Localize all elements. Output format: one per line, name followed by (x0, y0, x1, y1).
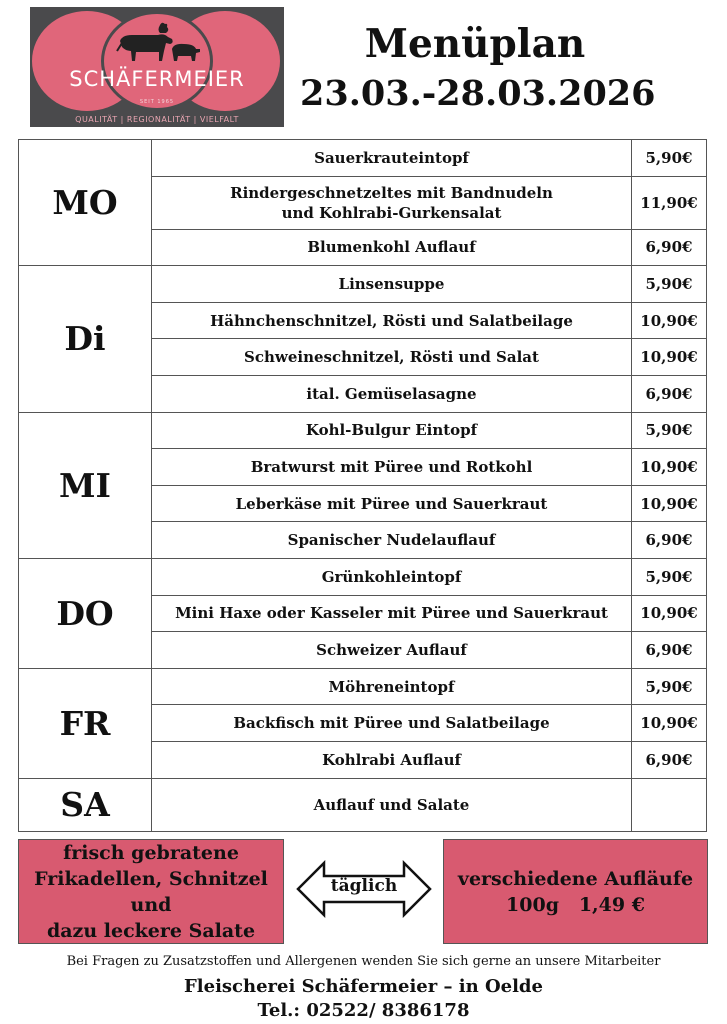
dish-name: ital. Gemüselasagne (152, 375, 632, 412)
dish-price: 5,90€ (632, 412, 707, 449)
table-row (19, 668, 707, 705)
dish-price: 6,90€ (632, 741, 707, 778)
phone-number: Tel.: 02522/ 8386178 (257, 1000, 470, 1021)
logo-tagline: QUALITÄT | REGIONALITÄT | VIELFALT (75, 115, 239, 124)
dish-name: Mini Haxe oder Kasseler mit Püree und Sauerkraut (152, 595, 632, 632)
dish-name-line-1: Rindergeschnetzeltes mit Bandnudeln (230, 183, 553, 202)
dish-price: 10,90€ (632, 595, 707, 632)
page-title: Menüplan (364, 21, 586, 67)
dish-name: Kohl-Bulgur Eintopf (152, 412, 632, 449)
cattle-pig-rooster-logo-icon (114, 21, 204, 65)
table-row (19, 558, 707, 595)
company-logo (30, 7, 284, 127)
dish-name-line-2: und Kohlrabi-Gurkensalat (281, 203, 502, 222)
promo-line: verschiedene Aufläufe (457, 867, 694, 890)
dish-name: Möhreneintopf (152, 668, 632, 705)
logo-since-text: SEIT 1965 (139, 99, 175, 105)
daily-label: täglich (330, 876, 398, 896)
table-row (19, 778, 707, 831)
dish-name: Hähnchenschnitzel, Rösti und Salatbeilage (152, 302, 632, 339)
promo-line: frisch gebratene (63, 841, 239, 864)
dish-name: Backfisch mit Püree und Salatbeilage (152, 705, 632, 742)
day-label-mo: MO (19, 140, 152, 266)
dish-name: Leberkäse mit Püree und Sauerkraut (152, 485, 632, 522)
table-row (19, 140, 707, 177)
day-label-di: Di (19, 266, 152, 412)
company-name: Fleischerei Schäfermeier – in Oelde (184, 976, 543, 997)
dish-name: Schweineschnitzel, Rösti und Salat (152, 339, 632, 376)
logo-brand-name: SCHÄFERMEIER (69, 67, 245, 91)
table-row (19, 266, 707, 303)
dish-price: 10,90€ (632, 339, 707, 376)
day-label-mi: MI (19, 412, 152, 558)
dish-price: 5,90€ (632, 140, 707, 177)
dish-price: 5,90€ (632, 558, 707, 595)
dish-price: 11,90€ (632, 176, 707, 229)
date-range: 23.03.-28.03.2026 (300, 73, 656, 114)
dish-price (632, 778, 707, 831)
promo-line: dazu leckere Salate (46, 919, 256, 942)
dish-name: Blumenkohl Auflauf (152, 229, 632, 266)
dish-price: 10,90€ (632, 485, 707, 522)
dish-price: 5,90€ (632, 266, 707, 303)
promo-line: Frikadellen, Schnitzel und (34, 867, 268, 916)
dish-price: 6,90€ (632, 522, 707, 559)
dish-name (152, 176, 632, 229)
dish-name: Kohlrabi Auflauf (152, 741, 632, 778)
promo-price: 100g 1,49 € (506, 893, 645, 916)
table-row (19, 412, 707, 449)
dish-price: 5,90€ (632, 668, 707, 705)
dish-price: 10,90€ (632, 705, 707, 742)
dish-price: 6,90€ (632, 632, 707, 669)
promo-box-fresh (18, 839, 284, 944)
day-label-fr: FR (19, 668, 152, 778)
dish-name: Linsensuppe (152, 266, 632, 303)
menu-table (18, 139, 707, 832)
dish-name: Bratwurst mit Püree und Rotkohl (152, 449, 632, 486)
allergen-note: Bei Fragen zu Zusatzstoffen und Allergenen wenden Sie sich gerne an unsere Mitarbeiter (66, 954, 661, 969)
dish-price: 10,90€ (632, 302, 707, 339)
dish-price: 10,90€ (632, 449, 707, 486)
dish-name: Grünkohleintopf (152, 558, 632, 595)
dish-name: Schweizer Auflauf (152, 632, 632, 669)
promo-box-casseroles (443, 839, 708, 944)
day-label-do: DO (19, 558, 152, 668)
dish-name: Spanischer Nudelauflauf (152, 522, 632, 559)
dish-name: Auflauf und Salate (152, 778, 632, 831)
dish-price: 6,90€ (632, 375, 707, 412)
dish-name: Sauerkrauteintopf (152, 140, 632, 177)
day-label-sa: SA (19, 778, 152, 831)
dish-price: 6,90€ (632, 229, 707, 266)
